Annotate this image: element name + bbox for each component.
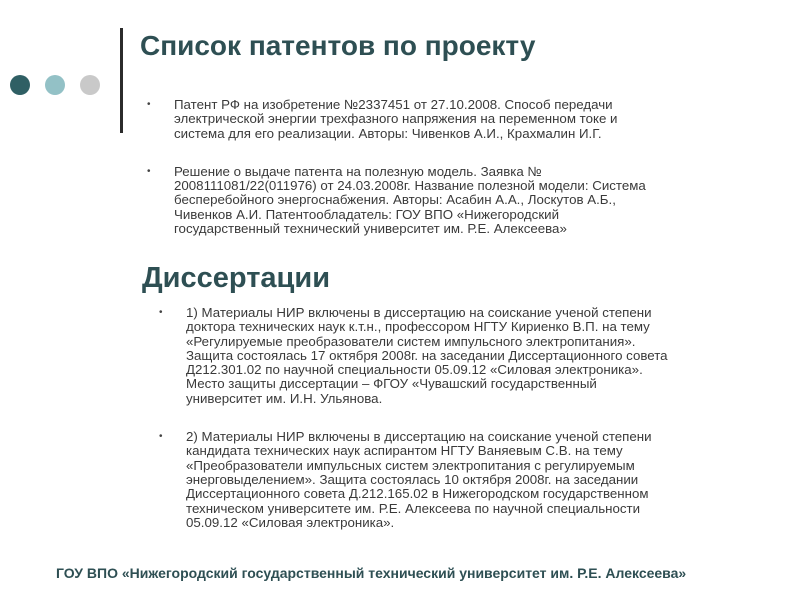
item-line: бесперебойного энергоснабжения. Авторы: Асабин А.А., Лоскутов А.Б., <box>174 192 616 208</box>
item-line: 2008111081/22(011976) от 24.03.2008г. Название полезной модели: Система <box>174 178 646 194</box>
decorative-dot-light <box>45 75 65 95</box>
list-item <box>147 97 734 141</box>
bullet-icon: • <box>147 99 151 110</box>
item-line: 1) Материалы НИР включены в диссертацию на соискание ученой степени <box>186 305 652 320</box>
list-item <box>159 429 746 530</box>
dissertations-list <box>159 305 746 530</box>
item-line: государственный технический университет им. Р.Е. Алексеева» <box>174 221 567 237</box>
item-line: 2) Материалы НИР включены в диссертацию на соискание ученой степени <box>186 429 652 445</box>
decorative-dot-gray <box>80 75 100 95</box>
bullet-icon: • <box>159 307 163 318</box>
footer-university: ГОУ ВПО «Нижегородский государственный технический университет им. Р.Е. Алексеева» <box>56 565 687 581</box>
item-line: «Регулируемые преобразователи систем импульсного электропитания». <box>186 333 636 349</box>
item-line: 05.09.12 «Силовая электроника». <box>186 514 395 530</box>
item-line: университет им. И.Н. Ульянова. <box>186 390 383 406</box>
item-line: «Преобразователи импульсных систем электропитания с регулируемым <box>186 457 635 473</box>
item-line: Диссертационного совета Д.212.165.02 в Нижегородском государственном <box>186 486 649 502</box>
section-title-dissertations: Диссертации <box>142 262 331 294</box>
item-line: техническом университете им. Р.Е. Алексеева по научной специальности <box>186 500 641 516</box>
list-item <box>159 305 746 406</box>
item-line: энерговыделением». Защита состоялась 10 октября 2008г. на заседании <box>186 471 639 487</box>
item-line: кандидата технических наук аспирантом НГТУ Ваняевым С.В. на тему <box>186 443 623 459</box>
list-item <box>147 163 734 237</box>
item-line: Решение о выдаче патента на полезную модель. Заявка № <box>174 163 542 179</box>
item-line: Д212.301.02 по научной специальности 05.09.12 «Силовая электроника». <box>186 362 643 378</box>
item-line: Патент РФ на изобретение №2337451 от 27.10.2008. Способ передачи <box>174 97 613 112</box>
vertical-divider <box>120 28 123 133</box>
decorative-dot-dark <box>10 75 30 95</box>
item-line: доктора технических наук к.т.н., профессором НГТУ Кириенко В.П. на тему <box>186 319 650 335</box>
item-line: Защита состоялась 17 октября 2008г. на заседании Диссертационного совета <box>186 347 668 363</box>
bullet-icon: • <box>147 165 151 177</box>
bullet-icon: • <box>159 431 163 443</box>
item-line: Чивенков А.И. Патентообладатель: ГОУ ВПО «Нижегородский <box>174 206 559 222</box>
item-line: электрической энергии трехфазного напряжения на переменном токе и <box>174 111 618 127</box>
item-line: система для его реализации. Авторы: Чивенков А.И., Крахмалин И.Г. <box>174 125 602 141</box>
patents-list <box>147 97 734 237</box>
item-line: Место защиты диссертации – ФГОУ «Чувашский государственный <box>186 376 597 392</box>
slide-title: Список патентов по проекту <box>140 30 536 61</box>
